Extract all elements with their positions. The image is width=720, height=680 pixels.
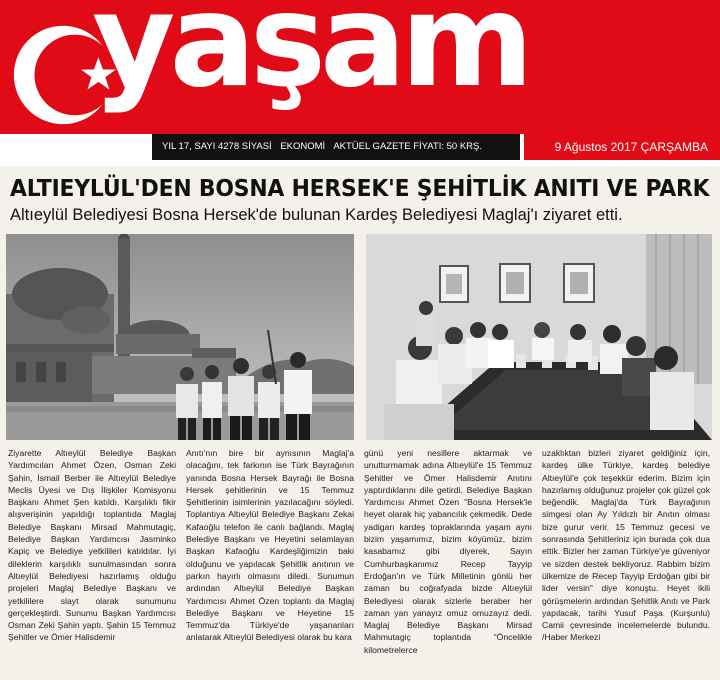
photo-meeting-room [366, 234, 712, 440]
article-headline: ALTIEYLÜL'DEN BOSNA HERSEK'E ŞEHİTLİK ANITI VE PARK [10, 174, 710, 202]
photo-delegation-at-mosque [6, 234, 354, 440]
article-column-text: günü yeni nesillere aktarmak ve unutturmamak adına Altıeylül'e 15 Temmuz Şehitler ve Ömer Halisdemir Anıtını yaptırdıklarını dile getirdi. Belediye Başkan Yardımcısı Ahmet Özen "Bosna Hersek'le heyet olarak hiç yabancılık çekmedik. Dede yadigarı kardeş topraklarında yaşam aynı bizim yaşamımız, bizim köyümüz, bizim kasabamız gibi diyerek, Sayın Cumhurbaşkanımız Recep Tayyip Erdoğan'ın ve Türk Milletinin gönlü her zaman bu coğrafyada bizde Altıeylül Belediyesi olarak sizlerle beraber her zaman yan yanayız omuz omuzayız dedi. Maglaj Belediye Başkanı Mirsad Mahmutagiç toplantıda "Öncelikle kilometrelerce [364, 448, 532, 655]
article-body [8, 447, 714, 677]
section-economy: EKONOMİ [280, 141, 326, 152]
masthead-info-bar [152, 134, 520, 160]
article-subheadline: Altıeylül Belediyesi Bosna Hersek'de bulunan Kardeş Belediyesi Maglaj'ı ziyaret etti. [10, 206, 623, 224]
masthead [0, 0, 720, 166]
article-column-text: uzaklıktan bizleri ziyaret geldiğiniz için, kardeş ülke Türkiye, kardeş belediye Altıeylül'e çok teşekkür ederim. Bizim için hazırlamış olduğunuz projeler çok güzel çok beğendik. Maglaj'da Türk Bayrağının simgesi olan Ay Yıldızlı bir Anıtın olması bize gurur verir. 15 Temmuz gecesi ve sonrasında Şehitleriniz için burada çok dua ettik. Bizler her zaman Türkiye'ye güveniyor ve sizden destek bekliyoruz. Rabbim bizim ülkemize de Recep Tayyip Erdoğan gibi bir lider versin" diye konuştu. Heyet ikili görüşmelerin ardından Şehitlik Anıtı ve Park yapılacak, tarihi Yusuf Paşa (Kurşunlu) Camii çevresinde incelemelerde bulundu. /Haber Merkezi [542, 448, 710, 643]
issue-info: YIL 17, SAYI 4278 SİYASİ [162, 141, 272, 152]
logo-wordmark: yaşam [92, 0, 528, 116]
article-column-2 [186, 447, 354, 644]
article-column-text: Ziyarette Altıeylül Belediye Başkan Yardımcıları Ahmet Özen, Osman Zeki Şahin, İsmail Berber ile Altıeylül Belediye Meclis Üyesi ve Dış İlişkiler Komisyonu Başkanı Ahmet Şen katıldı. Karşılıklı fikir alışverişinin yapıldığı toplantıda Maglaj Belediye Başkanı Mirsad Mahmutagiç, Belediye Başkan Yardımcısı Jasminko Kapiç ve Belediye yetkilileri katıldılar. İyi dileklerin karşılıklı sunulmasından sonra Altıeylül Belediyesi hazırlamış olduğu projeleri Maglaj Belediye Başkanı ve yetkililere slayt olarak sunumunu gerçekleştirdi. Sunumu Başkan Yardımcısı Osman Zeki Şahin yaptı. Şahin 15 Temmuz Şehitler ve Ömer Halisdemir [8, 448, 176, 643]
article-column-text: Anıtı'nın bire bir aynısının Maglaj'a olacağını, tek farkının ise Türk Bayrağının yanında Bosna Hersek Bayrağı ile Bosna Hersek şehitlerinin ve 15 Temmuz Şehitlerinin isimlerinin yazılacağını söyledi. Toplantıya Altıeylül Belediye Başkanı Zekai Kafaoğlu telefon ile canlı bağlandı. Maglaj Belediye Başkanı ve Heyetini selamlayan Başkan Kafaoğlu Kardeşliğimizin baki olduğunu ve yapılacak Şehitlik anıtının ve parkın hayırlı olmasını diledi. Sunumun ardından Altıeylül Belediye Başkan Yardımcısı Ahmet Özen toplantı da Maglaj Belediye Başkanı ve Heyetine 15 Temmuz'da Türkiye'de yaşananları anlatarak Altıeylül Belediyesi olarak bu kara [186, 448, 354, 643]
article-column-3 [364, 447, 532, 656]
masthead-red-band [0, 0, 720, 134]
issue-date: 9 Ağustos 2017 ÇARŞAMBA [524, 134, 720, 160]
price-info: AKTÜEL GAZETE FİYATI: 50 KRŞ. [333, 141, 483, 152]
article-column-4 [542, 447, 710, 644]
article-column-1 [8, 447, 176, 644]
